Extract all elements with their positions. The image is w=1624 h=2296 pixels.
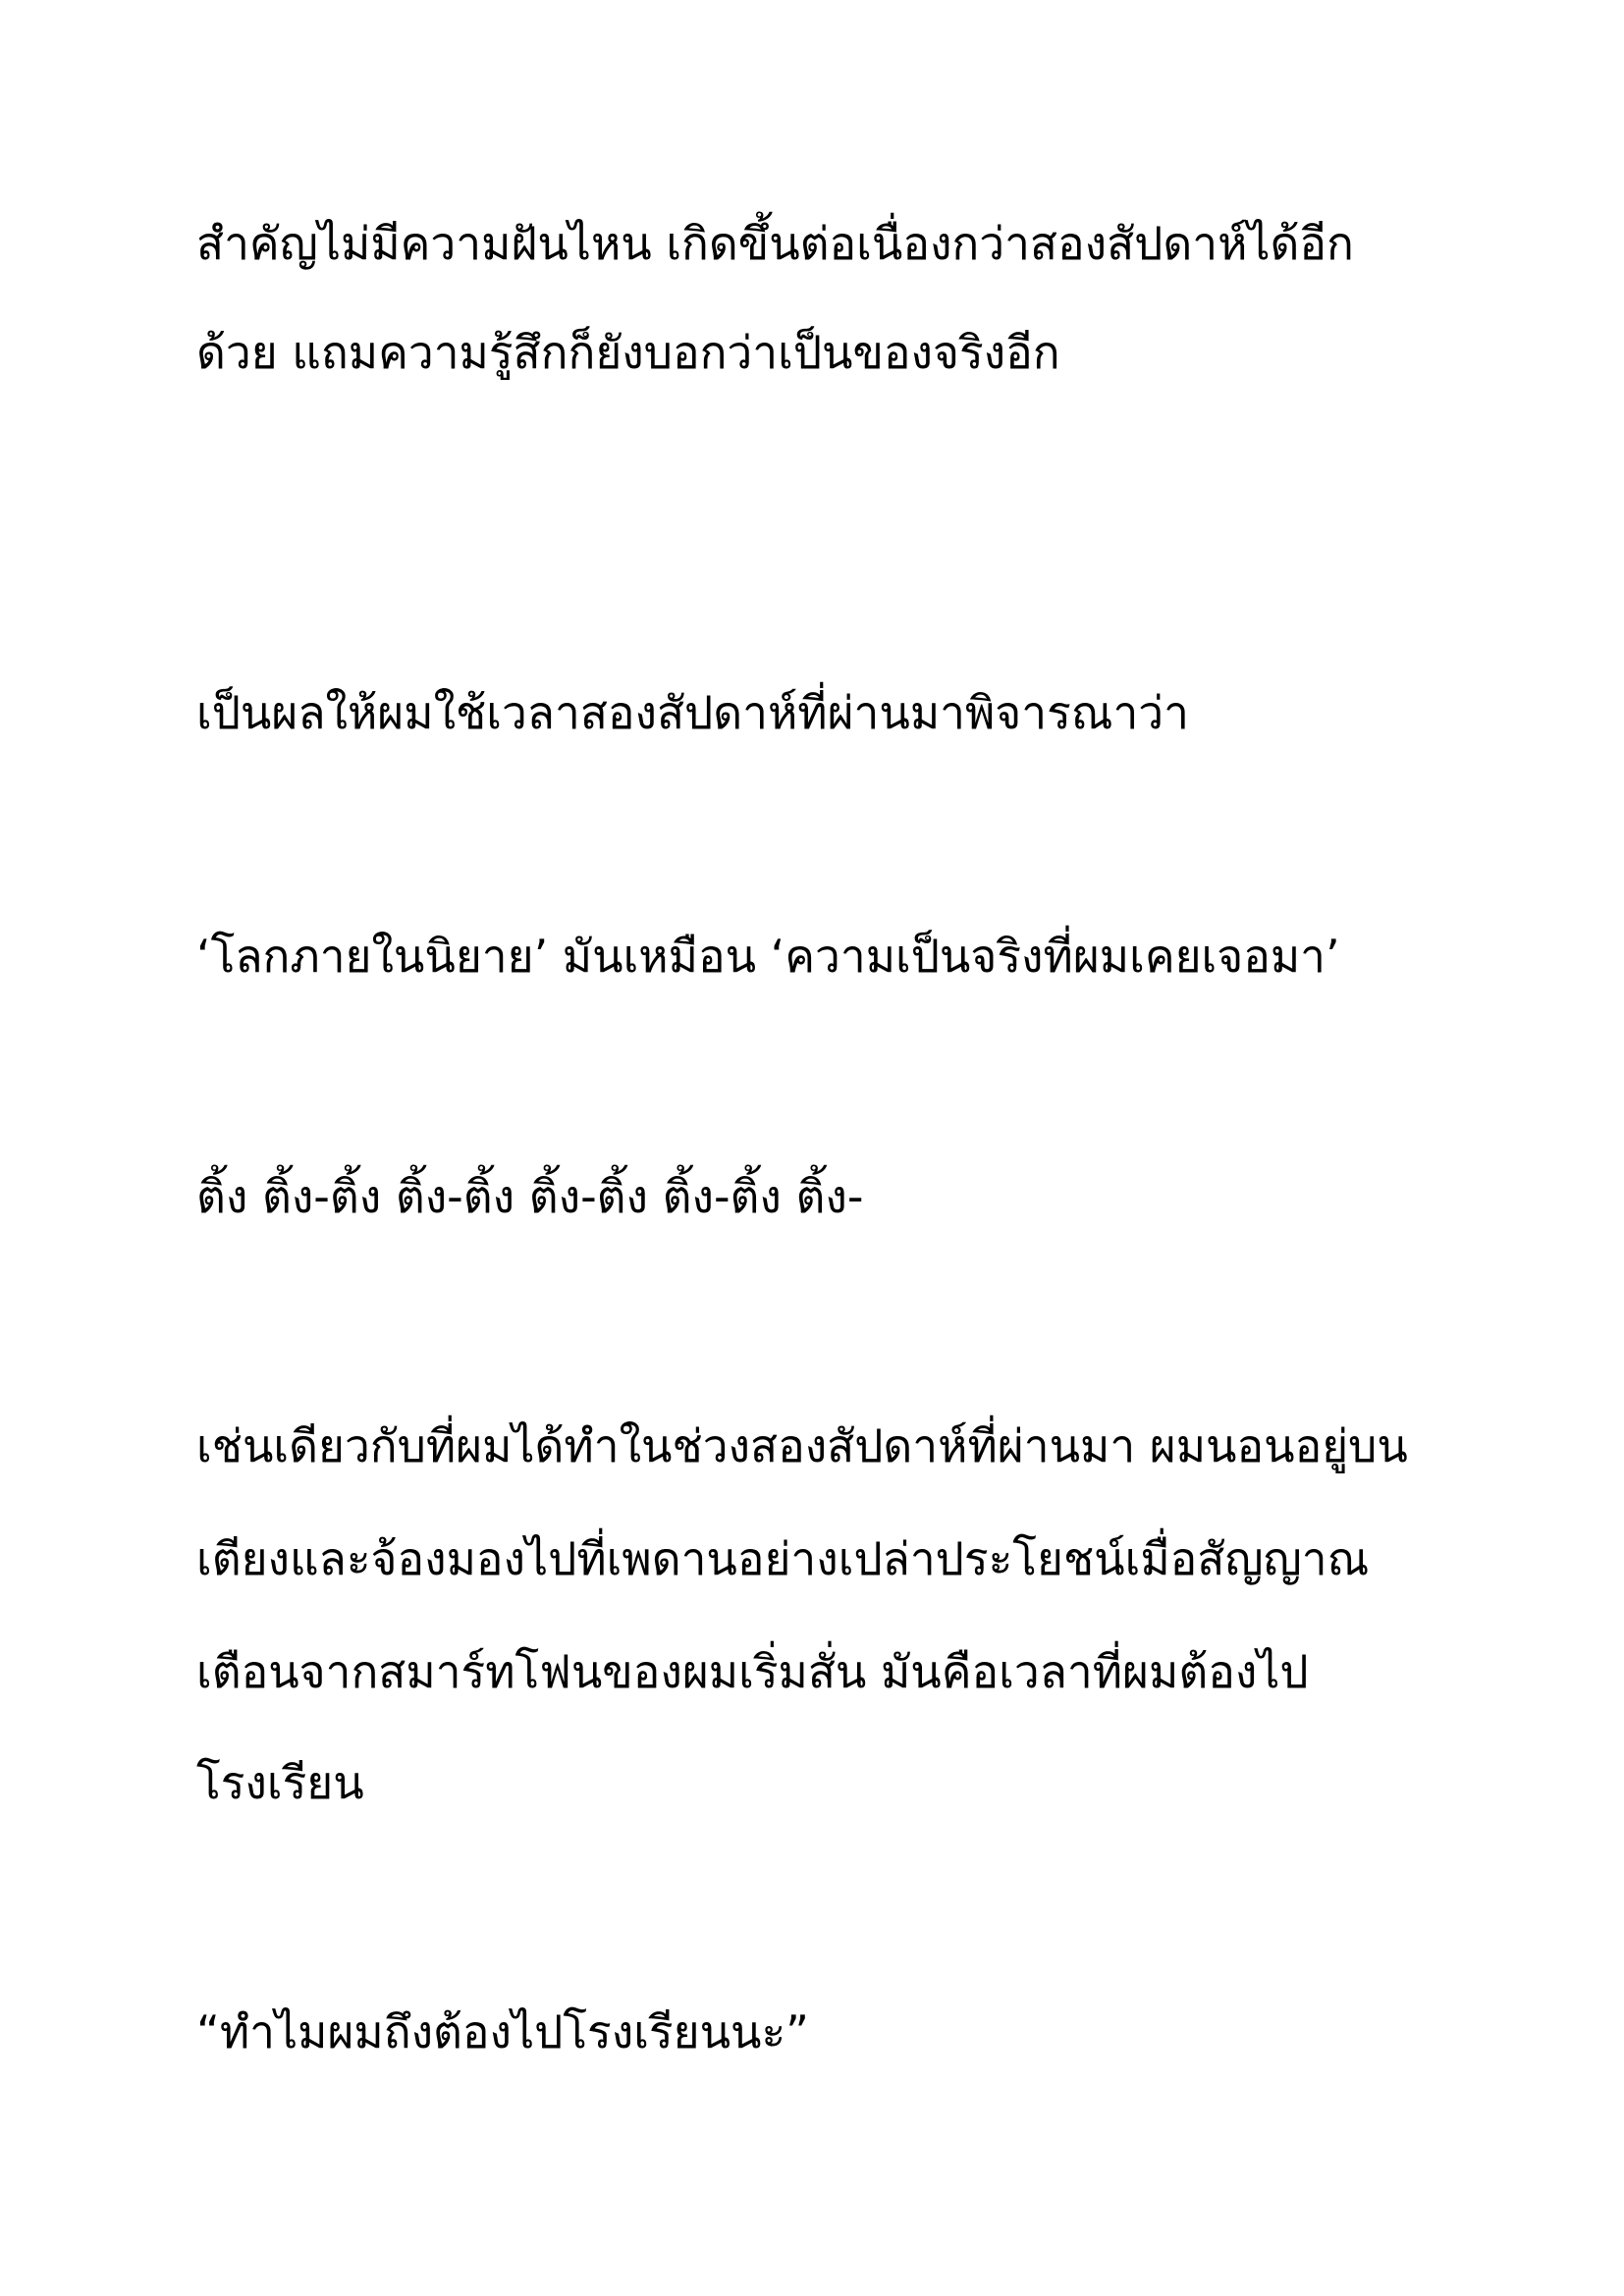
paragraph-1-line-2: ด้วย แถมความรู้สึกก็ยังบอกว่าเป็นของจริงอีก (196, 326, 1060, 379)
paragraph-1-line-1: สำคัญไม่มีความฝันไหน เกิดขึ้นต่อเนื่องกว่าสองสัปดาห์ได้อีก (196, 217, 1354, 270)
paragraph-5-line-4: โรงเรียน (196, 1756, 364, 1809)
paragraph-3-line-1: ‘โลกภายในนิยาย’ มันเหมือน ‘ความเป็นจริงที่ผมเคยเจอมา’ (196, 930, 1340, 983)
paragraph-2-line-1: เป็นผลให้ผมใช้เวลาสองสัปดาห์ที่ผ่านมาพิจารณาว่า (196, 686, 1189, 739)
paragraph-5-line-2: เตียงและจ้องมองไปที่เพดานอย่างเปล่าประโยชน์เมื่อสัญญาณ (196, 1532, 1370, 1585)
paragraph-6-line-1: “ทำไมผมถึงต้องไปโรงเรียนนะ” (196, 2005, 810, 2058)
paragraph-4-line-1: ติ้ง ติ้ง-ติ้ง ติ้ง-ติ้ง ติ้ง-ติ้ง ติ้ง-ติ้ง ติ้ง- (196, 1170, 864, 1223)
paragraph-5-line-3: เตือนจากสมาร์ทโฟนของผมเริ่มสั่น มันคือเวลาที่ผมต้องไป (196, 1645, 1309, 1698)
paragraph-5-line-1: เช่นเดียวกับที่ผมได้ทำในช่วงสองสัปดาห์ที่ผ่านมา ผมนอนอยู่บน (196, 1419, 1408, 1472)
